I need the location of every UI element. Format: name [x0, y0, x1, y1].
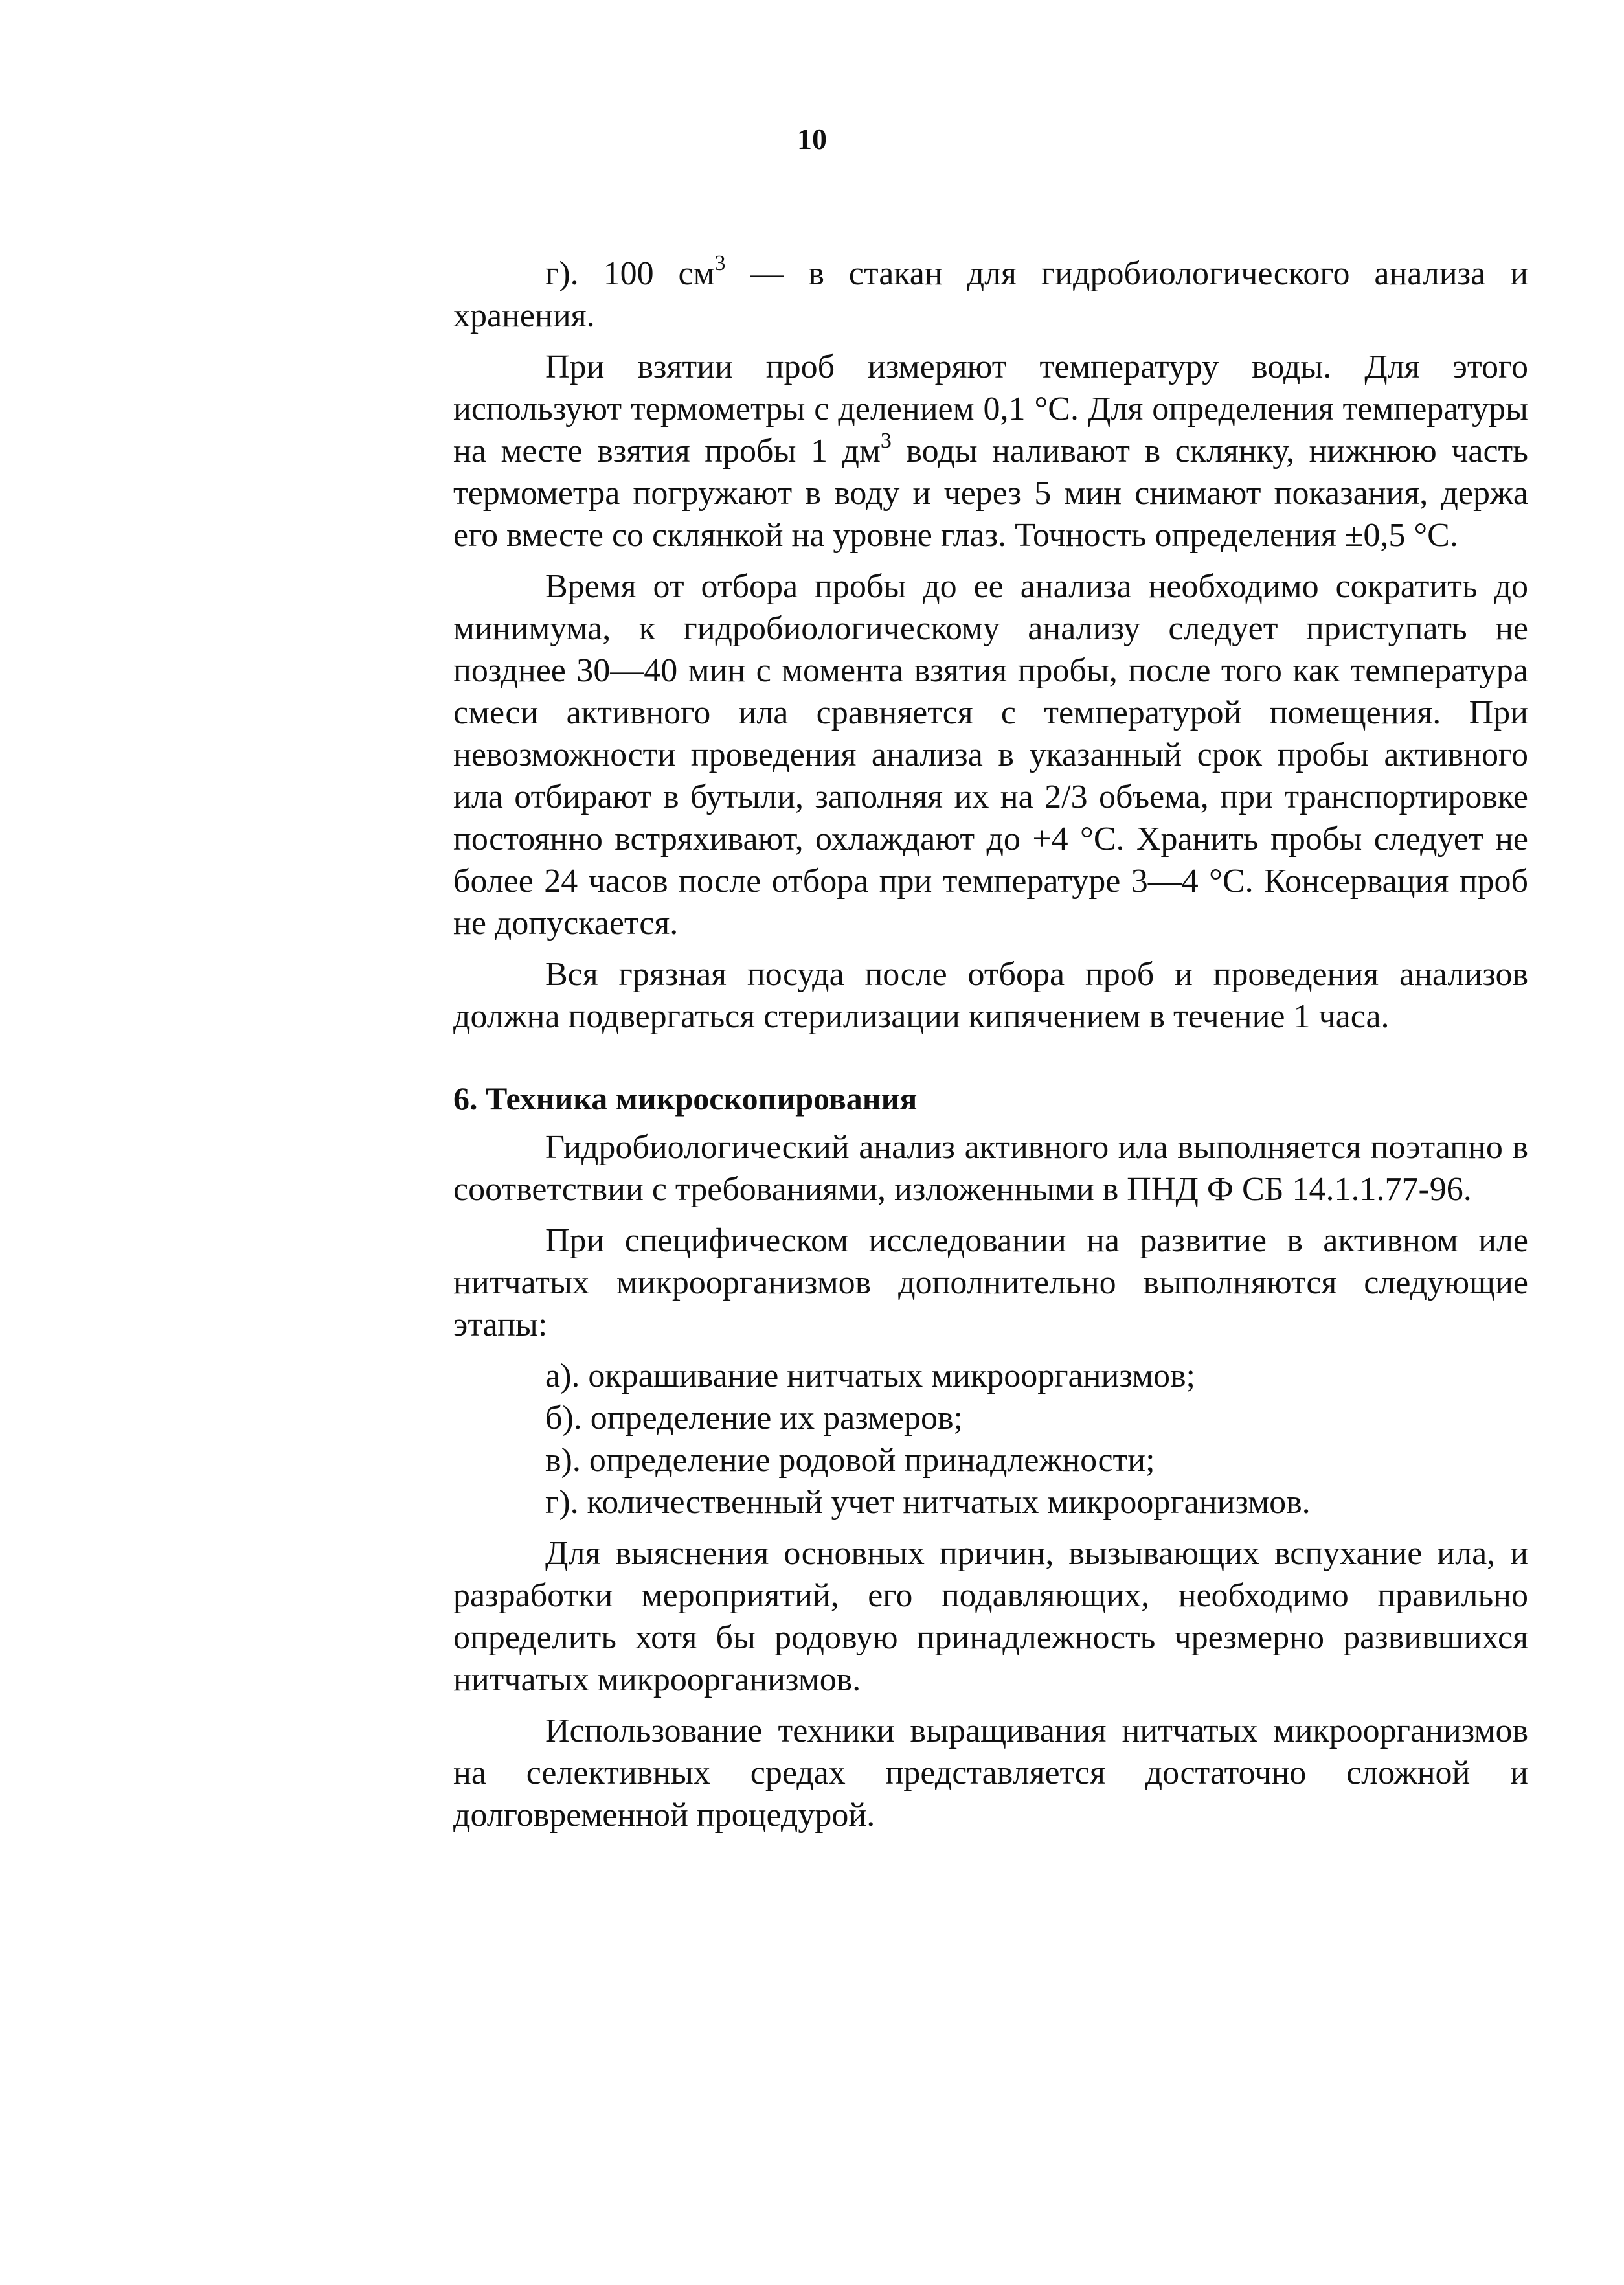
superscript-cube: 3 — [880, 429, 892, 453]
page-number: 10 — [797, 122, 827, 155]
paragraph-hydrobiological-analysis: Гидробиологический анализ активного ила выполняется поэтапно в соответствии с требованиями, изложенными в ПНД Ф СБ 14.1.1.77-96. — [453, 1129, 1528, 1208]
paragraph-analysis-time: Время от отбора пробы до ее анализа необходимо сократить до минимума, к гидробиологическому анализу следует приступать не позднее 30—40 мин с момента взятия пробы, после того как температура смеси активного ила сравняется с температурой помещения. При невозможности проведения анализа в указанный срок пробы активного ила отбирают в бутыли, заполняя их на 2/3 объема, при транспортировке постоянно встряхивают, охлаждают до +4 °С. Хранить пробы следует не более 24 часов после отбора при температуре 3—4 °С. Консервация проб не допускается. — [453, 568, 1528, 942]
section-heading: 6. Техника микроскопирования — [453, 1080, 918, 1117]
paragraph-sample-glass-text-end: — в стакан для гидробиологического анализа и хранения. — [453, 255, 1528, 334]
paragraph-temperature-text-start: При взятии проб измеряют температуру воды. Для этого используют термометры с делением 0,1 °С. Для определения температуры на месте взятия пробы 1 дм — [453, 348, 1528, 470]
paragraph-bulking-causes: Для выяснения основных причин, вызывающих вспухание ила, и разработки мероприятий, его подавляющих, необходимо правильно определить хотя бы родовую принадлежность чрезмерно развившихся нитчатых микроорганизмов. — [453, 1535, 1528, 1698]
list-item: а). окрашивание нитчатых микроорганизмов; — [545, 1358, 1195, 1394]
paragraph-temperature — [453, 346, 1528, 556]
paragraph-sample-glass-text-start: г). 100 см — [545, 255, 715, 292]
list-item: б). определение их размеров; — [545, 1400, 963, 1437]
paragraph-selective-media: Использование техники выращивания нитчатых микроорганизмов на селективных средах представляется достаточно сложной и долговременной процедурой. — [453, 1712, 1528, 1834]
paragraph-specific-study: При специфическом исследовании на развитие в активном иле нитчатых микроорганизмов дополнительно выполняются следующие этапы: — [453, 1222, 1528, 1343]
page-body — [453, 253, 1528, 1845]
paragraph-dishware: Вся грязная посуда после отбора проб и проведения анализов должна подвергаться стерилизации кипячением в течение 1 часа. — [453, 956, 1528, 1035]
paragraph-sample-glass — [453, 253, 1528, 337]
superscript-cube: 3 — [714, 251, 726, 275]
list-item: в). определение родовой принадлежности; — [545, 1442, 1155, 1479]
steps-list — [453, 1355, 1528, 1523]
paragraph-temperature-text-end: воды наливают в склянку, нижнюю часть термометра погружают в воду и через 5 мин снимают показания, держа его вместе со склянкой на уровне глаз. Точность определения ±0,5 °С. — [453, 433, 1528, 554]
list-item: г). количественный учет нитчатых микроорганизмов. — [545, 1484, 1311, 1521]
